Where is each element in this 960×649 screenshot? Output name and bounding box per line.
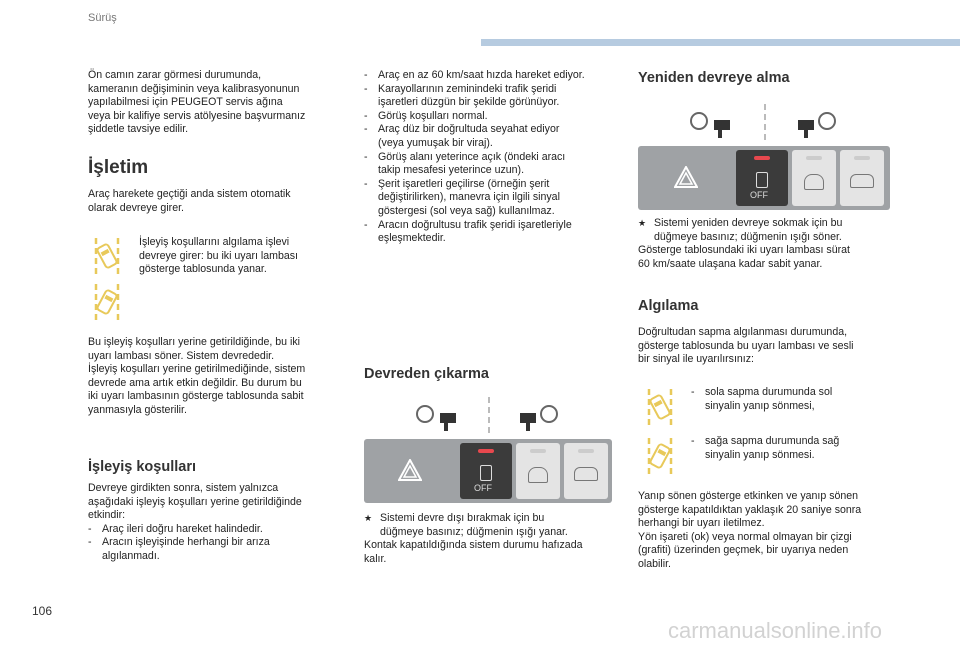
steering-wheel-icon bbox=[540, 405, 558, 423]
list-item: - Araç ileri doğru hareket halindedir. bbox=[88, 522, 263, 535]
list-item: - Şerit işaretleri geçilirse (örneğin şerit değiştirilirken), manevra için ilgili sinyal göstergesi (sol veya sağ) kullanılmaz. bbox=[364, 177, 560, 217]
reactivate-heading: Yeniden devreye alma bbox=[638, 70, 790, 86]
list-item: - Araç düz bir doğrultuda seyahat ediyor (veya yumuşak bir viraj). bbox=[364, 123, 560, 149]
lane-warning-right-icon bbox=[645, 436, 675, 476]
icon-description: İşleyiş koşullarını algılama işlevi devreye girer: bu iki uyarı lambası gösterge tablosunda yanar. bbox=[139, 236, 298, 276]
col1-intro: Ön camın zarar görmesi durumunda, kameranın değişiminin veya kalibrasyonunun yapılabilmesi için PEUGEOT servis ağına veya bir kalifiye servis atölyesine başvurmanız şiddetle tavsiye edilir. bbox=[88, 69, 306, 136]
watermark: carmanualsonline.info bbox=[668, 618, 883, 643]
car-park-icon bbox=[574, 467, 598, 481]
car-speed-icon bbox=[528, 467, 548, 483]
section-title: Sürüş bbox=[88, 12, 117, 24]
car-park-icon bbox=[850, 174, 874, 188]
detection-final: Yanıp sönen gösterge etkinken ve yanıp sönen gösterge kapatıldıktan yaklaşık 20 saniye sonra herhangi bir uyarı iletilmez. Yön işareti (ok) veya normal olmayan bir çizgi (grafiti) üzerinden geçmek, bir uyarıya neden olabilir. bbox=[638, 490, 862, 570]
reactivate-text: ★ Sistemi yeniden devreye sokmak için bu düğmeye basınız; düğmenin ışığı söner. Gösterge tablosundaki iki uyarı lambası sürat 60 km/saate ulaşana kadar sabit yanar. bbox=[638, 217, 898, 271]
car-icon bbox=[756, 172, 768, 188]
hand-icon bbox=[440, 413, 456, 423]
park-assist-button[interactable] bbox=[840, 150, 884, 206]
left-drift-item: - sola sapma durumunda sol sinyalin yanıp sönmesi, bbox=[691, 386, 833, 412]
col2-conditions-list bbox=[364, 69, 624, 246]
operation-heading: İşletim bbox=[88, 157, 149, 178]
lane-warning-left-icon bbox=[645, 387, 675, 427]
reactivate-illustration bbox=[638, 100, 890, 212]
button-panel bbox=[638, 146, 890, 210]
list-item: - Aracın doğrultusu trafik şeridi işaretleriyle eşleşmektedir. bbox=[364, 218, 572, 245]
list-item: - Araç en az 60 km/saat hızda hareket ediyor. bbox=[364, 69, 585, 81]
deactivate-heading: Devreden çıkarma bbox=[364, 366, 489, 382]
list-item: - Görüş koşulları normal. bbox=[364, 109, 488, 122]
detection-heading: Algılama bbox=[638, 298, 699, 314]
detection-intro: Doğrultudan sapma algılanması durumunda, gösterge tablosunda bu uyarı lambası ve sesli bir sinyal ile uyarılırsınız: bbox=[638, 326, 854, 366]
steering-wheel-icon bbox=[690, 112, 708, 130]
hazard-icon bbox=[674, 166, 698, 188]
hand-icon bbox=[798, 120, 814, 130]
bullet: ★ Sistemi yeniden devreye sokmak için bu düğmeye basınız; düğmenin ışığı söner. bbox=[638, 217, 843, 243]
button-panel bbox=[364, 439, 612, 503]
hand-icon bbox=[520, 413, 536, 423]
operation-text: Araç harekete geçtiği anda sistem otomatik olarak devreye girer. bbox=[88, 188, 291, 214]
deactivate-illustration bbox=[364, 393, 612, 508]
header-accent-bar bbox=[481, 39, 960, 46]
bullet: ★ Sistemi devre dışı bırakmak için bu düğmeye basınız; düğmenin ışığı yanar. bbox=[364, 512, 568, 538]
list-item: - Karayollarının zeminindeki trafik şeridi işaretleri düzgün bir şekilde görünüyor. bbox=[364, 82, 560, 109]
lane-warning-icon bbox=[92, 236, 122, 276]
lane-assist-off-button[interactable] bbox=[460, 443, 512, 499]
right-drift-item: - sağa sapma durumunda sağ sinyalin yanıp sönmesi. bbox=[691, 435, 840, 461]
list-item: - Görüş alanı yeterince açık (öndeki aracı takip mesafesi yeterince uzun). bbox=[364, 150, 566, 177]
off-label: OFF bbox=[474, 483, 492, 493]
park-assist-button[interactable] bbox=[564, 443, 608, 499]
conditions-heading: İşleyiş koşulları bbox=[88, 459, 197, 475]
page-number: 106 bbox=[32, 604, 53, 618]
col1-para2: Bu işleyiş koşulları yerine getirildiğinde, bu iki uyarı lambası söner. Sistem devrededir. İşleyiş koşulları yerine getirilmediğinde, sistem devrede ama artık etkin değildir. Bu durum bu iki uyarı lambasının gösterge tablosunda sabit yanmasıyla gösterilir. bbox=[88, 336, 306, 416]
list-item: - Aracın işleyişinde herhangi bir arıza algılanmadı. bbox=[88, 536, 270, 562]
hand-icon bbox=[714, 120, 730, 130]
steering-wheel-icon bbox=[818, 112, 836, 130]
lane-assist-off-button[interactable] bbox=[736, 150, 788, 206]
lane-divider bbox=[764, 104, 766, 140]
speed-limit-button[interactable] bbox=[516, 443, 560, 499]
deactivate-text: ★ Sistemi devre dışı bırakmak için bu düğmeye basınız; düğmenin ışığı yanar. Kontak kapatıldığında sistem durumu hafızada kalır. bbox=[364, 512, 624, 566]
car-icon bbox=[480, 465, 492, 481]
speed-limit-button[interactable] bbox=[792, 150, 836, 206]
steering-wheel-icon bbox=[416, 405, 434, 423]
off-label: OFF bbox=[750, 190, 768, 200]
conditions-intro: Devreye girdikten sonra, sistem yalnızca aşağıdaki işleyiş koşulları yerine getirildiğinde etkindir: - Araç ileri doğru hareket halindedir. - Aracın işleyişinde herhangi bir arıza algılanmadı. bbox=[88, 482, 358, 564]
hazard-icon bbox=[398, 459, 422, 481]
lane-divider bbox=[488, 397, 490, 433]
lane-warning-icon-2 bbox=[92, 282, 122, 322]
car-speed-icon bbox=[804, 174, 824, 190]
